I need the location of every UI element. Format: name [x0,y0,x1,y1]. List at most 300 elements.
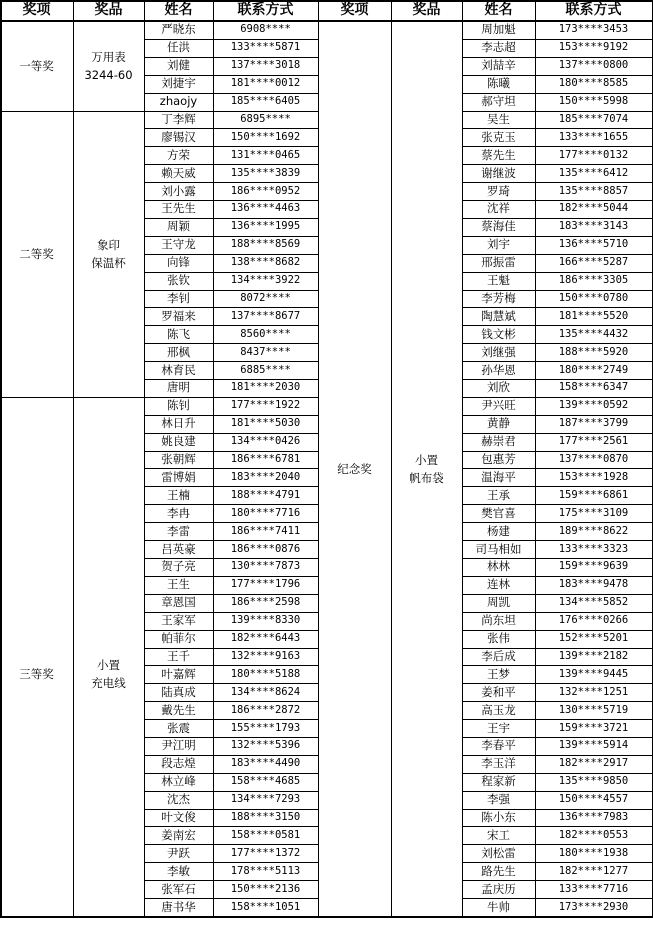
winner-phone: 185****7074 [558,112,629,125]
winner-name: 王魁 [487,273,510,288]
grid-line [462,737,653,738]
header-contact-right: 联系方式 [565,2,622,18]
winner-name: 蔡先生 [481,147,516,162]
winner-phone: 132****9163 [230,649,301,662]
grid-line [144,540,319,541]
winner-name: 程家新 [481,774,516,789]
winner-name: 刘小露 [161,183,196,198]
winner-phone: 130****5719 [558,703,629,716]
grid-line [144,146,319,147]
winner-phone: 139****2182 [558,649,629,662]
winner-name: 段志煌 [161,756,196,771]
winner-phone: 8072**** [240,291,291,304]
winner-name: 贺子亮 [161,559,196,574]
winner-name: 高玉龙 [481,702,516,717]
winner-name: 林日升 [161,416,196,431]
grid-line [462,862,653,863]
winner-phone: 186****6781 [230,453,301,466]
grid-line [144,504,319,505]
winner-phone: 181****2030 [230,381,301,394]
winner-phone: 181****5520 [558,309,629,322]
winner-phone: 136****4463 [230,202,301,215]
grid-line [144,880,319,881]
winner-name: 尚东坦 [481,613,516,628]
winner-phone: 182****2917 [558,757,629,770]
winner-name: 王承 [487,487,510,502]
grid-line [462,576,653,577]
grid-line [462,665,653,666]
grid-line [213,0,214,917]
grid-line [144,522,319,523]
winner-phone: 182****5044 [558,202,629,215]
grid-line [144,93,319,94]
winner-phone: 180****7716 [230,506,301,519]
winner-phone: 150****0780 [558,291,629,304]
grid-line [144,57,319,58]
grid-line [462,0,463,917]
winner-name: 向锋 [167,255,190,270]
grid-line [391,0,392,917]
winner-phone: 182****1277 [558,864,629,877]
grid-line [462,451,653,452]
winner-phone: 132****5396 [230,739,301,752]
winner-name: 刘宇 [487,237,510,252]
grid-line [144,254,319,255]
winner-phone: 133****7716 [558,882,629,895]
winner-name: 樊官喜 [481,505,516,520]
winner-name: 李玉洋 [481,756,516,771]
winner-name: 李钊 [167,290,190,305]
winner-name: 谢继波 [481,165,516,180]
grid-line [462,236,653,237]
grid-line [0,916,653,918]
prize-group-memorial: 小置 帆布袋 [409,452,444,485]
winner-phone: 135****8857 [558,184,629,197]
winner-phone: 186****2872 [230,703,301,716]
winner-phone: 177****1372 [230,846,301,859]
grid-line [462,683,653,684]
grid-line [144,844,319,845]
winner-name: 刘健 [167,58,190,73]
grid-line [462,522,653,523]
winner-phone: 158****6347 [558,381,629,394]
winner-phone: 188****3150 [230,811,301,824]
grid-line [144,200,319,201]
winner-name: 牛帅 [487,899,510,914]
winner-phone: 6895**** [240,112,291,125]
winner-phone: 153****1928 [558,470,629,483]
winner-phone: 181****0012 [230,77,301,90]
grid-line [0,20,653,22]
grid-line [0,0,653,2]
winner-name: 林林 [487,559,510,574]
winner-phone: 137****0870 [558,453,629,466]
winner-phone: 139****9445 [558,667,629,680]
grid-line [462,164,653,165]
winner-name: 周加魁 [481,22,516,37]
grid-line [462,415,653,416]
winner-phone: 135****4432 [558,327,629,340]
grid-line [144,737,319,738]
winner-phone: 177****2561 [558,435,629,448]
grid-line [462,898,653,899]
winner-name: 李敏 [167,863,190,878]
grid-line [144,898,319,899]
winner-phone: 152****5201 [558,632,629,645]
winner-name: 廖锡汉 [161,129,196,144]
winner-phone: 134****7293 [230,793,301,806]
winner-name: 陈小东 [481,810,516,825]
winner-phone: 133****5871 [230,41,301,54]
grid-line [144,325,319,326]
winner-phone: 6885**** [240,363,291,376]
winner-name: 唐明 [167,380,190,395]
grid-line [144,576,319,577]
grid-line [462,218,653,219]
winner-phone: 135****9850 [558,775,629,788]
winner-phone: 135****3839 [230,166,301,179]
grid-line [462,146,653,147]
grid-line [144,665,319,666]
winner-name: 尹跃 [167,845,190,860]
grid-line [144,361,319,362]
winner-phone: 175****3109 [558,506,629,519]
winner-phone: 177****1922 [230,399,301,412]
grid-line [144,701,319,702]
grid-line [144,594,319,595]
winner-phone: 133****1655 [558,130,629,143]
winner-phone: 6908**** [240,23,291,36]
winner-phone: 180****1938 [558,846,629,859]
winner-phone: 186****3305 [558,274,629,287]
winner-name: 姜和平 [481,684,516,699]
winner-name: 王生 [167,577,190,592]
winner-name: 李强 [487,792,510,807]
winner-phone: 8560**** [240,327,291,340]
winner-phone: 185****6405 [230,95,301,108]
winner-phone: 186****2598 [230,596,301,609]
grid-line [318,0,319,917]
grid-line [462,719,653,720]
grid-line [144,612,319,613]
winner-name: 陈钊 [167,398,190,413]
winner-phone: 136****1995 [230,220,301,233]
winner-phone: 178****5113 [230,864,301,877]
grid-line [144,164,319,165]
grid-line [462,361,653,362]
winner-name: 罗福来 [161,308,196,323]
winner-name: 吕英豪 [161,541,196,556]
grid-line [462,540,653,541]
winner-phone: 137****3018 [230,59,301,72]
winner-phone: 188****5920 [558,345,629,358]
grid-line [462,272,653,273]
winner-phone: 188****8569 [230,238,301,251]
winner-phone: 177****1796 [230,578,301,591]
grid-line [462,630,653,631]
grid-line [144,451,319,452]
grid-line [0,0,2,917]
grid-line [144,809,319,810]
grid-line [462,809,653,810]
winner-phone: 177****0132 [558,148,629,161]
winner-name: 吴生 [487,111,510,126]
winner-name: 蔡海佳 [481,219,516,234]
grid-line [144,75,319,76]
winner-name: 孙华恩 [481,362,516,377]
winner-phone: 183****3143 [558,220,629,233]
winner-name: 任洪 [167,40,190,55]
winner-name: 罗琦 [487,183,510,198]
winner-phone: 135****6412 [558,166,629,179]
winner-phone: 150****2136 [230,882,301,895]
winner-name: 陆真成 [161,684,196,699]
winner-phone: 159****6861 [558,488,629,501]
grid-line [144,433,319,434]
grid-line [144,630,319,631]
winner-name: 包惠芳 [481,452,516,467]
winner-name: 张伟 [487,631,510,646]
winner-name: zhaojy [159,94,198,109]
winner-phone: 137****0800 [558,59,629,72]
grid-line [462,701,653,702]
winner-name: 刘欣 [487,380,510,395]
winner-phone: 181****5030 [230,417,301,430]
header-award-right: 奖项 [340,2,369,18]
header-contact-left: 联系方式 [237,2,294,18]
grid-line [462,343,653,344]
winner-name: 郝守坦 [481,94,516,109]
winner-name: 雷博娟 [161,469,196,484]
winner-name: 周凯 [487,595,510,610]
grid-line [144,379,319,380]
grid-line [462,379,653,380]
winner-name: 杨建 [487,523,510,538]
winner-name: 钱文彬 [481,326,516,341]
winner-phone: 139****5914 [558,739,629,752]
prize-group-2: 象印 保温杯 [91,237,126,270]
winner-name: 宋工 [487,827,510,842]
winner-phone: 182****0553 [558,828,629,841]
winner-phone: 139****0592 [558,399,629,412]
award-group-memorial: 纪念奖 [337,461,372,476]
winner-name: 张钦 [167,273,190,288]
grid-line [462,182,653,183]
grid-line [462,254,653,255]
winner-name: 李春平 [481,738,516,753]
winner-name: 刘继强 [481,344,516,359]
winner-name: 张军石 [161,881,196,896]
winner-name: 王家军 [161,613,196,628]
header-award-left: 奖项 [22,2,51,18]
winner-phone: 131****0465 [230,148,301,161]
grid-line [144,0,145,917]
winner-phone: 150****4557 [558,793,629,806]
grid-line [535,0,536,917]
winner-phone: 155****1793 [230,721,301,734]
header-prize-right: 奖品 [412,2,441,18]
winner-name: 林育民 [161,362,196,377]
winner-name: 黄静 [487,416,510,431]
winner-phone: 186****0876 [230,542,301,555]
winner-name: 路先生 [481,863,516,878]
winner-name: 陈飞 [167,326,190,341]
winner-name: 司马相如 [475,541,522,556]
winner-name: 帕菲尔 [161,631,196,646]
grid-line [144,128,319,129]
header-prize-left: 奖品 [94,2,123,18]
grid-line [144,272,319,273]
winner-name: 戴先生 [161,702,196,717]
grid-line [462,791,653,792]
grid-line [73,0,74,917]
winner-phone: 159****3721 [558,721,629,734]
winner-name: 刘松雷 [481,845,516,860]
prize-group-1: 万用表 3244-60 [84,49,133,82]
grid-line [144,182,319,183]
winner-name: 李冉 [167,505,190,520]
winner-phone: 132****1251 [558,685,629,698]
winner-phone: 180****2749 [558,363,629,376]
winner-phone: 176****0266 [558,614,629,627]
grid-line [144,307,319,308]
winner-name: 李雷 [167,523,190,538]
winner-name: 林立峰 [161,774,196,789]
grid-line [144,343,319,344]
winner-name: 王千 [167,648,190,663]
grid-line [462,290,653,291]
grid-line [144,468,319,469]
grid-line [144,415,319,416]
grid-line [462,307,653,308]
grid-line [462,612,653,613]
winner-phone: 139****8330 [230,614,301,627]
grid-line [144,290,319,291]
grid-line [462,558,653,559]
winner-phone: 183****9478 [558,578,629,591]
winner-name: 刘捷宇 [161,76,196,91]
winner-phone: 134****3922 [230,274,301,287]
grid-line [462,486,653,487]
winner-name: 严晓东 [161,22,196,37]
grid-line [462,648,653,649]
winner-phone: 180****5188 [230,667,301,680]
winner-phone: 134****0426 [230,435,301,448]
winner-phone: 158****0581 [230,828,301,841]
winner-name: 陈曦 [487,76,510,91]
grid-line [462,880,653,881]
winner-name: 李芳梅 [481,290,516,305]
winner-name: 唐书华 [161,899,196,914]
grid-line [144,39,319,40]
grid-line [462,468,653,469]
grid-line [144,486,319,487]
grid-line [462,773,653,774]
grid-line [462,594,653,595]
winner-name: 连林 [487,577,510,592]
winner-name: 王梦 [487,666,510,681]
grid-line [462,75,653,76]
winner-name: 尹江明 [161,738,196,753]
grid-line [462,111,653,112]
winner-name: 章恩国 [161,595,196,610]
winner-name: 沈杰 [167,792,190,807]
grid-line [144,111,319,112]
winner-phone: 173****3453 [558,23,629,36]
grid-line [462,826,653,827]
winner-phone: 150****1692 [230,130,301,143]
winner-phone: 153****9192 [558,41,629,54]
winner-name: 孟庆历 [481,881,516,896]
winner-phone: 180****8585 [558,77,629,90]
grid-line [144,826,319,827]
grid-line [144,773,319,774]
winner-name: 叶文俊 [161,810,196,825]
grid-line [462,504,653,505]
grid-line [144,236,319,237]
winner-name: 尹兴旺 [481,398,516,413]
grid-line [462,397,653,398]
winner-name: 陶慧斌 [481,308,516,323]
winner-phone: 183****2040 [230,470,301,483]
winner-name: 周颖 [167,219,190,234]
winner-phone: 183****4490 [230,757,301,770]
award-group-1: 一等奖 [19,58,54,73]
winner-phone: 186****0952 [230,184,301,197]
winner-name: 王楠 [167,487,190,502]
winner-name: 丁李辉 [161,111,196,126]
winner-phone: 134****8624 [230,685,301,698]
winner-name: 张朝辉 [161,452,196,467]
winner-phone: 188****4791 [230,488,301,501]
winner-phone: 158****1051 [230,900,301,913]
grid-line [462,844,653,845]
winner-phone: 133****3323 [558,542,629,555]
winner-name: 方荣 [167,147,190,162]
winner-name: 邢振雷 [481,255,516,270]
winner-name: 王宇 [487,720,510,735]
winner-phone: 137****8677 [230,309,301,322]
winner-name: 赫崇君 [481,434,516,449]
winner-phone: 150****5998 [558,95,629,108]
winner-phone: 173****2930 [558,900,629,913]
winner-phone: 136****5710 [558,238,629,251]
winner-phone: 159****9639 [558,560,629,573]
winner-phone: 130****7873 [230,560,301,573]
grid-line [462,755,653,756]
grid-line [462,128,653,129]
winner-name: 李志超 [481,40,516,55]
winner-phone: 134****5852 [558,596,629,609]
winner-name: 张震 [167,720,190,735]
winner-name: 姜南宏 [161,827,196,842]
prize-group-3: 小置 充电线 [91,658,126,691]
grid-line [144,862,319,863]
winner-name: 沈祥 [487,201,510,216]
grid-line [144,558,319,559]
winner-name: 李后成 [481,648,516,663]
winner-phone: 136****7983 [558,811,629,824]
winner-phone: 186****7411 [230,524,301,537]
winner-name: 张克玉 [481,129,516,144]
winner-name: 邢枫 [167,344,190,359]
header-name-left: 姓名 [164,2,193,18]
winner-name: 赖天威 [161,165,196,180]
winner-phone: 189****8622 [558,524,629,537]
winner-name: 刘喆辛 [481,58,516,73]
award-group-2: 二等奖 [19,246,54,261]
winner-name: 温海平 [481,469,516,484]
